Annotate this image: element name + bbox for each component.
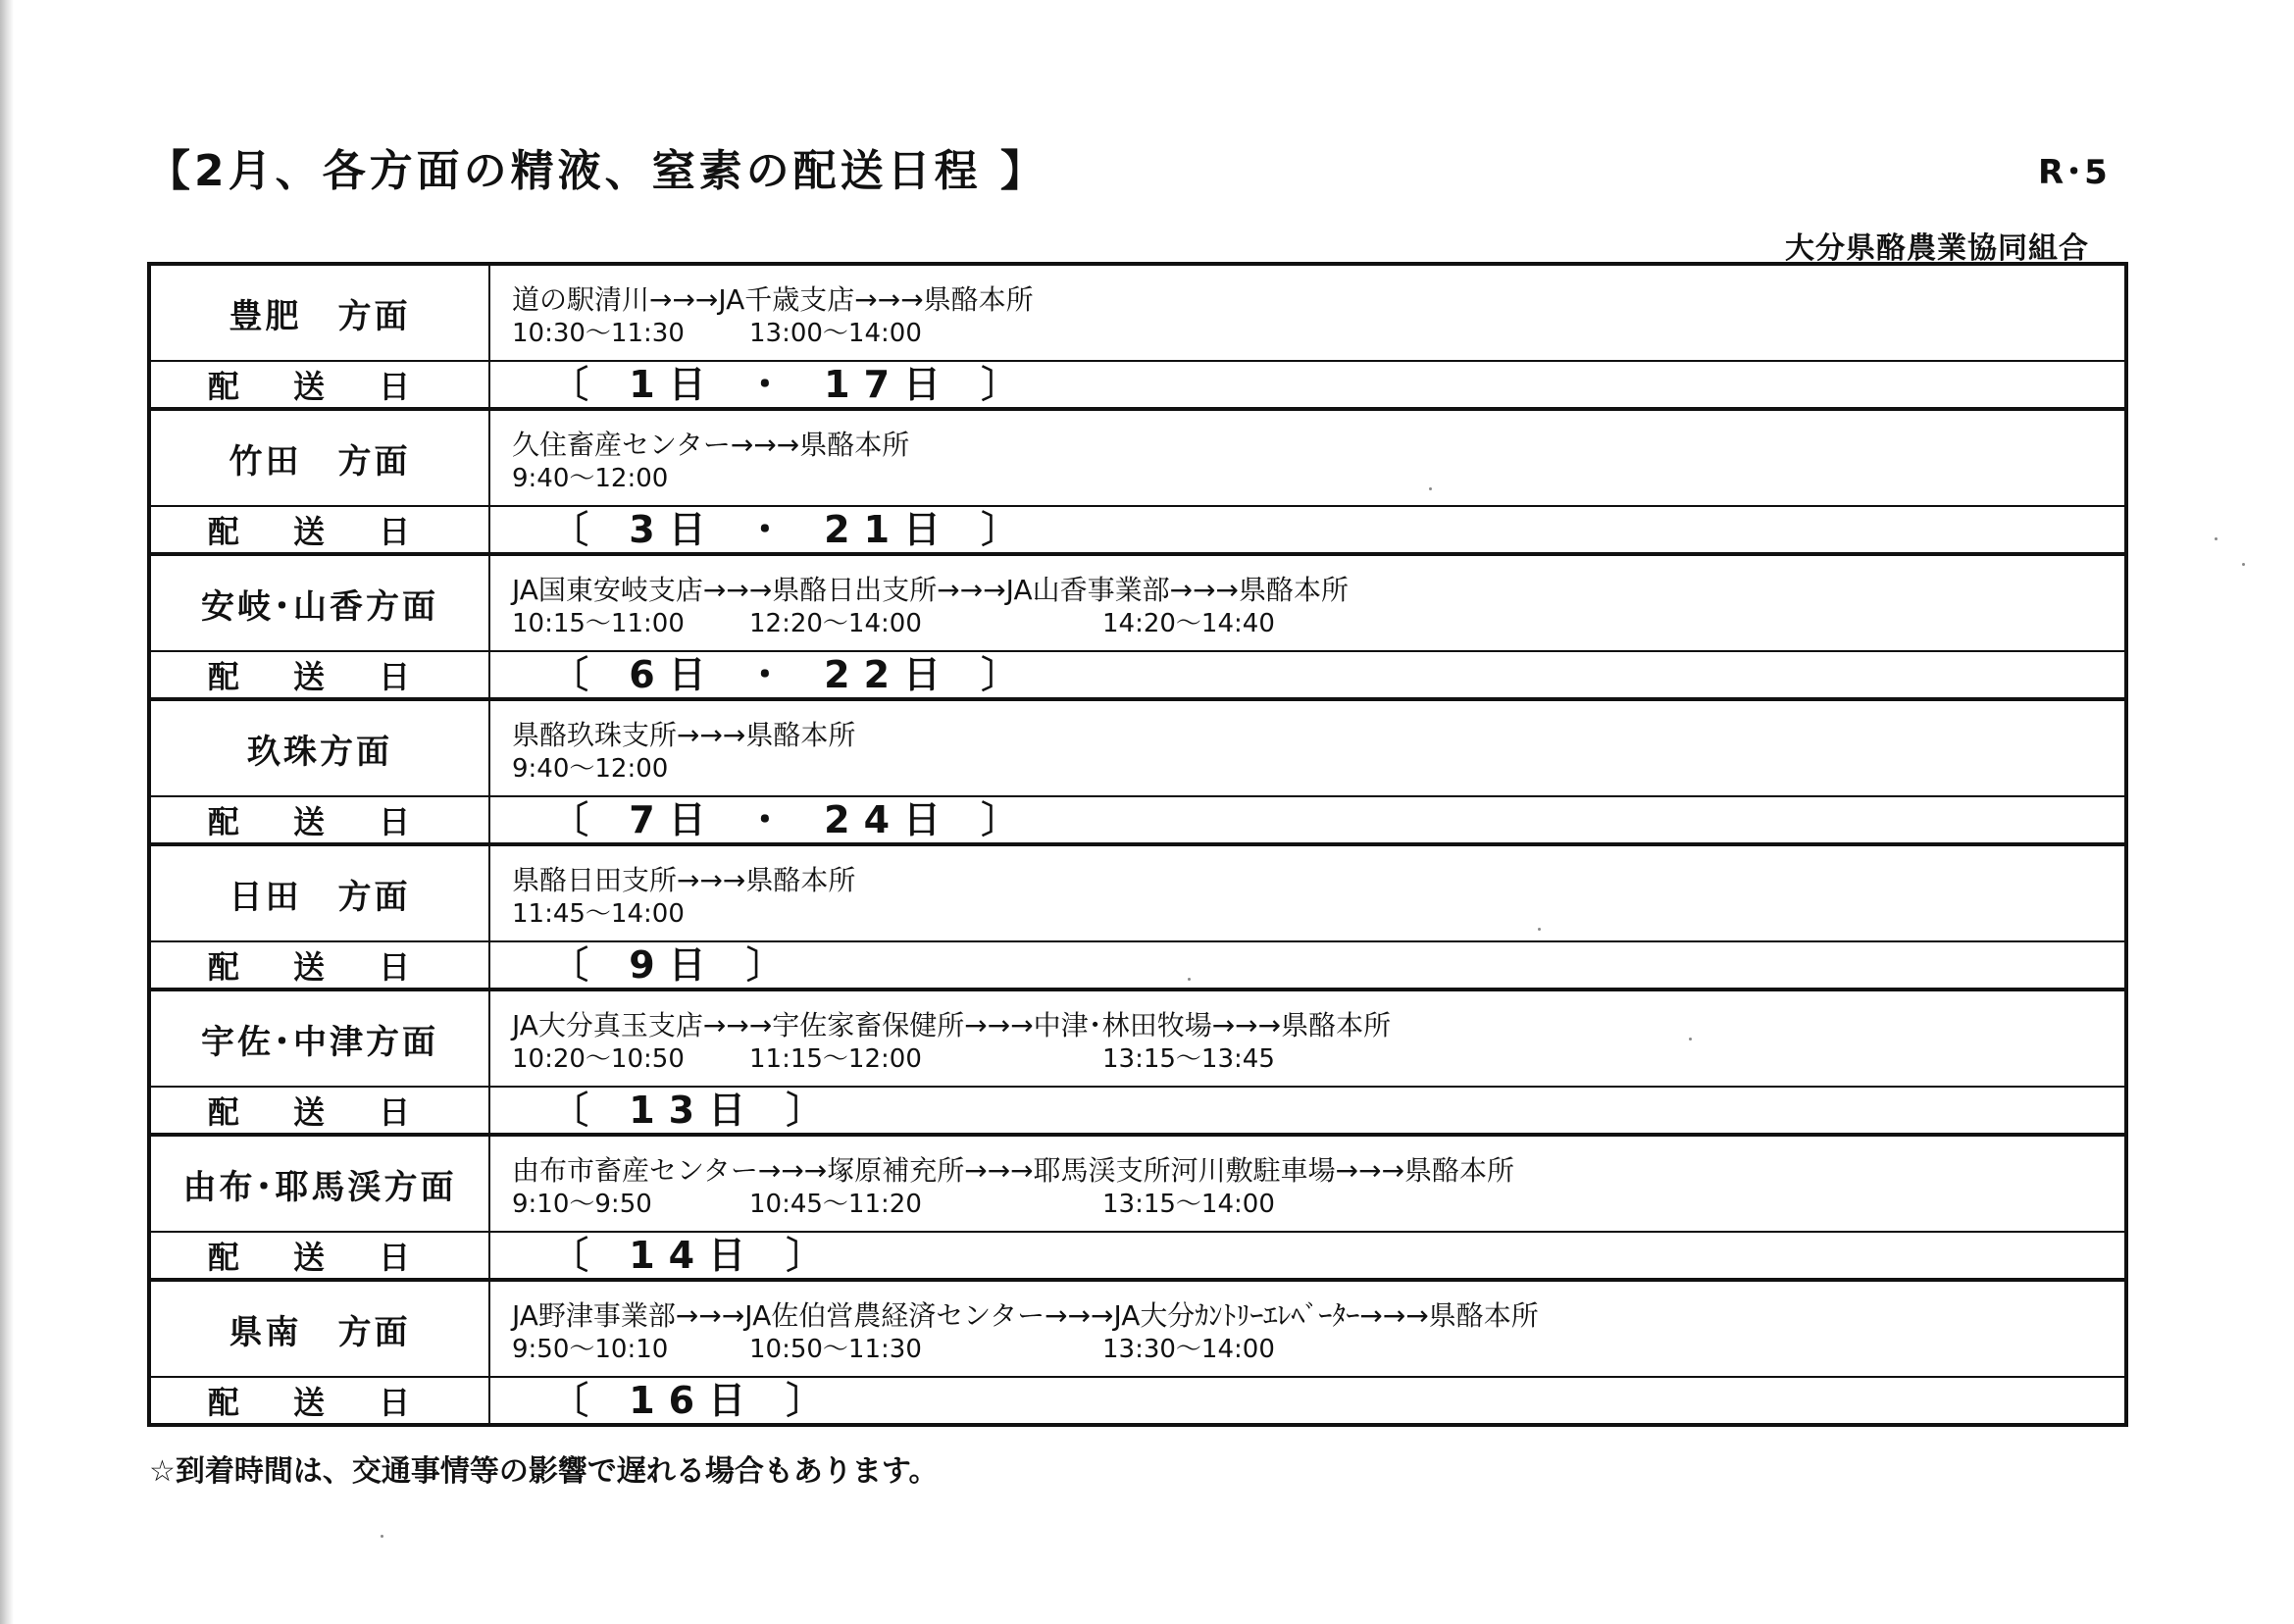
delivery-dates-cell: [489, 651, 2126, 699]
delivery-dates-cell: [489, 1087, 2126, 1135]
footnote: ☆到着時間は、交通事情等の影響で遅れる場合もあります。: [149, 1454, 939, 1489]
date-row: [149, 361, 2126, 409]
arrival-times: [512, 608, 2124, 639]
delivery-date-label: 配 送 日: [149, 941, 489, 990]
delivery-dates: 〔 1日 ・ 17日 〕: [551, 363, 1033, 406]
time-window: 10:30～11:30: [512, 319, 685, 348]
route-row: [149, 1280, 2126, 1377]
time-window: 9:40～12:00: [512, 754, 669, 784]
scan-speck: [2242, 563, 2245, 566]
route-cell: [489, 844, 2126, 941]
arrival-times: [512, 1334, 2124, 1365]
time-window: 11:15～12:00: [749, 1044, 922, 1074]
route-text: JA国東安岐支店→→→県酪日出支所→→→JA山香事業部→→→県酪本所: [512, 574, 1349, 606]
route-text: 県酪日田支所→→→県酪本所: [512, 864, 856, 896]
scan-speck: [1429, 487, 1432, 490]
time-window: 13:15～14:00: [1102, 1190, 1275, 1219]
route-cell: [489, 554, 2126, 651]
time-window: 13:30～14:00: [1102, 1335, 1275, 1364]
time-window: 11:45～14:00: [512, 899, 685, 929]
arrival-times: [512, 1189, 2124, 1220]
time-window: 9:50～10:10: [512, 1335, 669, 1364]
delivery-schedule-table: [147, 262, 2128, 1427]
scan-speck: [1538, 928, 1541, 931]
delivery-date-label: 配 送 日: [149, 1377, 489, 1425]
time-window: 9:10～9:50: [512, 1190, 652, 1219]
arrival-times: [512, 1043, 2124, 1075]
time-window: 13:00～14:00: [749, 319, 922, 348]
time-window: 14:20～14:40: [1102, 609, 1275, 638]
delivery-dates-cell: [489, 796, 2126, 844]
time-window: 12:20～14:00: [749, 609, 922, 638]
scan-edge: [0, 0, 14, 1624]
route-text: 県酪玖珠支所→→→県酪本所: [512, 719, 856, 751]
route-row: [149, 990, 2126, 1087]
arrival-times: [512, 318, 2124, 349]
delivery-dates-cell: [489, 506, 2126, 554]
scan-speck: [1689, 1038, 1692, 1040]
delivery-date-label: 配 送 日: [149, 506, 489, 554]
route-text: 道の駅清川→→→JA千歳支店→→→県酪本所: [512, 283, 1034, 316]
time-window: 13:15～13:45: [1102, 1044, 1275, 1074]
direction-label: 宇佐･中津方面: [149, 990, 489, 1087]
delivery-dates: 〔 16日 〕: [551, 1379, 838, 1422]
date-row: [149, 651, 2126, 699]
route-text: 久住畜産センター→→→県酪本所: [512, 429, 910, 461]
route-row: [149, 844, 2126, 941]
arrival-times: [512, 463, 2124, 494]
route-cell: [489, 264, 2126, 361]
route-cell: [489, 1280, 2126, 1377]
organization-name: 大分県酪農業協同組合: [1785, 231, 2089, 266]
date-row: [149, 1377, 2126, 1425]
direction-label: 竹田 方面: [149, 409, 489, 506]
delivery-date-label: 配 送 日: [149, 796, 489, 844]
route-row: [149, 554, 2126, 651]
delivery-dates-cell: [489, 1377, 2126, 1425]
route-row: [149, 409, 2126, 506]
route-row: [149, 1135, 2126, 1232]
route-row: [149, 264, 2126, 361]
direction-label: 豊肥 方面: [149, 264, 489, 361]
delivery-date-label: 配 送 日: [149, 1232, 489, 1280]
time-window: 9:40～12:00: [512, 464, 669, 493]
delivery-dates-cell: [489, 1232, 2126, 1280]
direction-label: 玖珠方面: [149, 699, 489, 796]
date-row: [149, 1232, 2126, 1280]
revision-label: R･5: [2038, 153, 2110, 192]
delivery-dates: 〔 6日 ・ 22日 〕: [551, 653, 1033, 696]
direction-label: 由布･耶馬渓方面: [149, 1135, 489, 1232]
route-text: JA大分真玉支店→→→宇佐家畜保健所→→→中津･林田牧場→→→県酪本所: [512, 1009, 1392, 1041]
delivery-dates: 〔 14日 〕: [551, 1234, 838, 1277]
route-text: 由布市畜産センター→→→塚原補充所→→→耶馬渓支所河川敷駐車場→→→県酪本所: [512, 1154, 1515, 1187]
route-cell: [489, 990, 2126, 1087]
delivery-dates: 〔 7日 ・ 24日 〕: [551, 798, 1033, 841]
delivery-date-label: 配 送 日: [149, 651, 489, 699]
route-cell: [489, 409, 2126, 506]
arrival-times: [512, 753, 2124, 785]
delivery-dates: 〔 9日 〕: [551, 943, 797, 987]
direction-label: 日田 方面: [149, 844, 489, 941]
route-cell: [489, 1135, 2126, 1232]
scan-speck: [1188, 978, 1191, 981]
delivery-dates-cell: [489, 941, 2126, 990]
date-row: [149, 796, 2126, 844]
route-text: JA野津事業部→→→JA佐伯営農経済センター→→→JA大分ｶﾝﾄﾘｰｴﾚﾍﾞｰﾀｰ→→→県酪本所: [512, 1299, 1539, 1332]
time-window: 10:15～11:00: [512, 609, 685, 638]
arrival-times: [512, 898, 2124, 930]
date-row: [149, 1087, 2126, 1135]
time-window: 10:20～10:50: [512, 1044, 685, 1074]
time-window: 10:45～11:20: [749, 1190, 922, 1219]
route-cell: [489, 699, 2126, 796]
direction-label: 安岐･山香方面: [149, 554, 489, 651]
scan-speck: [381, 1535, 383, 1538]
page-title: 【2月、各方面の精液、窒素の配送日程 】: [147, 146, 1047, 196]
delivery-dates: 〔 13日 〕: [551, 1089, 838, 1132]
delivery-dates: 〔 3日 ・ 21日 〕: [551, 508, 1033, 551]
route-row: [149, 699, 2126, 796]
delivery-dates-cell: [489, 361, 2126, 409]
time-window: 10:50～11:30: [749, 1335, 922, 1364]
delivery-date-label: 配 送 日: [149, 1087, 489, 1135]
delivery-date-label: 配 送 日: [149, 361, 489, 409]
direction-label: 県南 方面: [149, 1280, 489, 1377]
date-row: [149, 941, 2126, 990]
scan-speck: [2215, 537, 2218, 540]
date-row: [149, 506, 2126, 554]
